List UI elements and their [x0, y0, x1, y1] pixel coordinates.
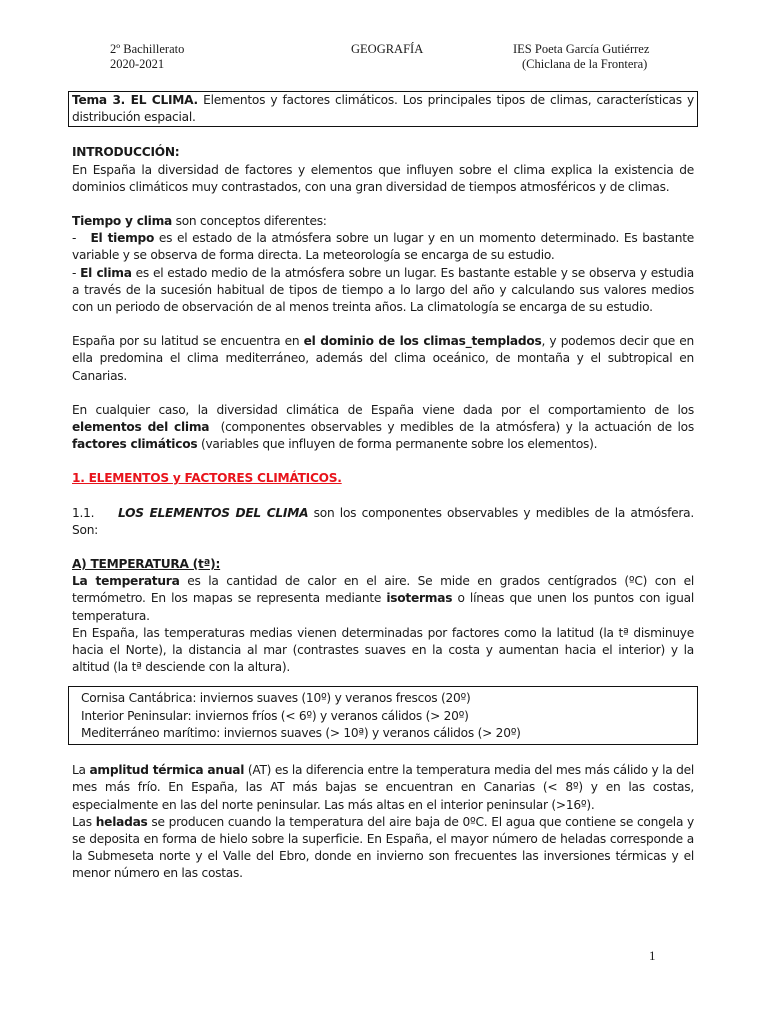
diversidad-pre: En cualquier caso, la diversidad climática de España viene dada por el comportamiento de los	[72, 402, 694, 417]
clima-definition	[72, 265, 694, 317]
tiempo-prefix: -	[72, 231, 91, 246]
subsection-1-1-number: 1.1.	[72, 505, 95, 520]
diversidad-paragraph	[72, 402, 698, 454]
section-1-heading-text: 1. ELEMENTOS y FACTORES CLIMÁTICOS.	[72, 471, 342, 486]
page-number: 1	[649, 948, 656, 963]
isotermas-term: isotermas	[386, 591, 453, 606]
tiempo-text: es el estado de la atmósfera sobre un lugar y en un momento determinado. Es bastante variable y se observa de forma directa. La meteorología se encarga de su estudio.	[72, 231, 694, 263]
latitud-bold: el dominio de los climas_templados	[303, 334, 542, 349]
diversidad-mid: (componentes observables y medibles de la atmósfera) y la actuación de los	[209, 420, 698, 435]
temperatura-p1-mid: es la cantidad de calor en el aire. Se mide en grados centígrados (ºC) con el termómetro. En los mapas se representa mediante	[72, 574, 694, 606]
section-1-heading	[72, 470, 694, 487]
tiempo-term: El tiempo	[90, 231, 155, 246]
temperature-summary-box	[68, 686, 698, 745]
topic-title-rest: Elementos y factores climáticos. Los principales tipos de climas, características y distribución espacial.	[72, 93, 694, 125]
temperatura-heading-text: A) TEMPERATURA (tª):	[72, 557, 221, 572]
subsection-1-1-text: son los componentes observables y medibles de la atmósfera. Son:	[72, 505, 695, 537]
clima-term: El clima	[80, 265, 132, 280]
temp-box-mediterraneo: Mediterráneo marítimo: inviernos suaves (> 10ª) y veranos cálidos (> 20º)	[81, 725, 521, 740]
heladas-pre: Las	[72, 814, 96, 829]
intro-heading-text: INTRODUCCIÓN:	[72, 145, 180, 160]
amplitud-post: (AT) es la diferencia entre la temperatura media del mes más cálido y la del mes más frío. En España, las AT más bajas se encuentran en Canarias (< 8º) y en las costas, especialmente en las del norte peninsular. Las más altas en el interior peninsular (>16º).	[72, 763, 695, 812]
header-year: 2020-2021	[110, 57, 165, 71]
temperatura-paragraph-1	[72, 573, 694, 625]
tiempo-clima-bold: Tiempo y clima	[72, 214, 172, 229]
diversidad-bold-factores: factores climáticos	[72, 437, 198, 452]
amplitud-pre: La	[72, 763, 90, 778]
temperatura-term: La temperatura	[72, 574, 180, 589]
clima-prefix: -	[72, 265, 81, 280]
temperatura-paragraph-2: En España, las temperaturas medias vienen determinadas por factores como la latitud (la tª disminuye hacia el Norte), la distancia al mar (contrastes suaves en la costa y aumentan hacia el interior) y la altitud (la tª desciende con la altura).	[72, 625, 694, 675]
topic-title-box	[68, 91, 698, 127]
diversidad-bold-elementos: elementos del clima	[72, 420, 210, 435]
temperatura-p1-post: o líneas que unen los puntos con igual temperatura.	[72, 591, 694, 623]
document-body	[72, 91, 698, 883]
temperatura-heading	[72, 556, 694, 573]
subsection-1-1	[72, 505, 694, 539]
header-school-town: (Chiclana de la Frontera)	[522, 57, 648, 71]
tiempo-clima-rest: son conceptos diferentes:	[172, 214, 327, 229]
header-subject: GEOGRAFÍA	[351, 42, 424, 56]
latitud-paragraph	[72, 333, 694, 385]
diversidad-post: (variables que influyen de forma permanente sobre los elementos).	[197, 437, 598, 452]
amplitud-term: amplitud térmica anual	[89, 763, 245, 778]
amplitud-paragraph	[72, 762, 694, 814]
heladas-term: heladas	[95, 814, 148, 829]
topic-title	[72, 92, 694, 126]
latitud-post: , y podemos decir que en ella predomina el clima mediterráneo, además del clima oceánico, de montaña y el subtropical en Canarias.	[72, 334, 695, 383]
topic-title-bold: Tema 3. EL CLIMA.	[72, 93, 198, 107]
temp-box-interior: Interior Peninsular: inviernos fríos (< 6º) y veranos cálidos (> 20º)	[81, 708, 469, 723]
temp-box-cantabrica: Cornisa Cantábrica: inviernos suaves (10º) y veranos frescos (20º)	[81, 691, 471, 706]
subsection-1-1-title: LOS ELEMENTOS DEL CLIMA	[118, 505, 309, 520]
intro-heading	[72, 144, 694, 161]
latitud-pre: España por su latitud se encuentra en	[72, 334, 304, 349]
tiempo-definition	[72, 230, 694, 264]
intro-paragraph: En España la diversidad de factores y elementos que influyen sobre el clima explica la existencia de dominios climáticos muy contrastados, con una gran diversidad de tiempos atmosféricos y de climas.	[72, 162, 694, 194]
tiempo-clima-lead	[72, 213, 694, 230]
header-school-name: IES Poeta García Gutiérrez	[513, 42, 650, 56]
clima-text: es el estado medio de la atmósfera sobre un lugar. Es bastante estable y se observa y estudia a través de la sucesión habitual de tipos de tiempo a lo largo del año y calculando sus valores medios con un periodo de observación de al menos treinta años. La climatología se encarga de su estudio.	[72, 265, 695, 315]
heladas-post: se producen cuando la temperatura del aire baja de 0ºC. El agua que contiene se congela y se deposita en forma de hielo sobre la superficie. En España, el mayor número de heladas corresponde a la Submeseta norte y el Valle del Ebro, donde en invierno son frecuentes las inversiones térmicas y el menor número en las costas.	[72, 814, 695, 881]
heladas-paragraph	[72, 814, 694, 883]
header-level: 2º Bachillerato	[110, 42, 185, 56]
header-school	[513, 42, 649, 72]
header-course	[110, 42, 184, 72]
